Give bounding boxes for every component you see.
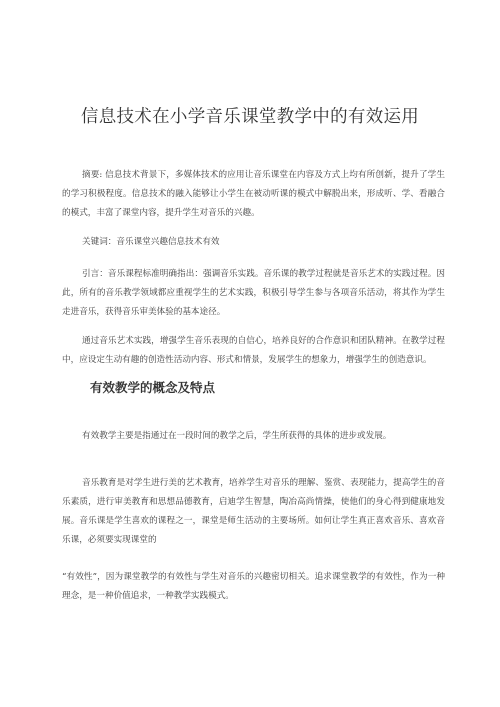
section-heading: 有效教学的概念及特点 [90,380,216,395]
document-title: 信息技术在小学音乐课堂教学中的有效运用 [80,106,420,127]
practice-paragraph: 通过音乐艺术实践，增强学生音乐表现的自信心，培养良好的合作意识和团队精神。在教学过程中，应设定生动有趣的创造性活动内容、形式和情景，发展学生的想象力，增强学生的创造意识。 [62,336,445,365]
keywords-paragraph: 关键词：音乐课堂兴趣信息技术有效 [82,237,220,247]
abstract-paragraph: 摘要: 信息技术背景下，多媒体技术的应用让音乐课堂在内容及方式上均有所创新，提升了学生的学习积极程度。信息技术的融入能够让小学生在被动听课的模式中解脱出来，形成听、学、看融合的模式，丰富了课堂内容，提升学生对音乐的兴趣。 [62,170,445,218]
effectiveness-paragraph: “有效性”，因为课堂教学的有效性与学生对音乐的兴趣密切相关。追求课堂教学的有效性，作为一种理念，是一种价值追求，一种教学实践模式。 [62,572,445,601]
music-education-paragraph: 音乐教育是对学生进行美的艺术教育，培养学生对音乐的理解、鉴赏、表现能力，提高学生的音乐素质，进行审美教育和思想品德教育，启迪学生智慧，陶冶高尚情操，使他们的身心得到健康地发展。音乐课是学生喜欢的课程之一，课堂是师生活动的主要场所。如何让学生真正喜欢音乐、喜欢音乐课，必须要实现课堂的 [62,478,445,545]
definition-paragraph: 有效教学主要是指通过在一段时间的教学之后，学生所获得的具体的进步或发展。 [82,431,392,441]
introduction-paragraph: 引言：音乐课程标准明确指出：强调音乐实践。音乐课的教学过程就是音乐艺术的实践过程。因此，所有的音乐教学领域都应重视学生的艺术实践，积极引导学生参与各项音乐活动，将其作为学生走进音乐，获得音乐审美体验的基本途径。 [62,269,445,317]
